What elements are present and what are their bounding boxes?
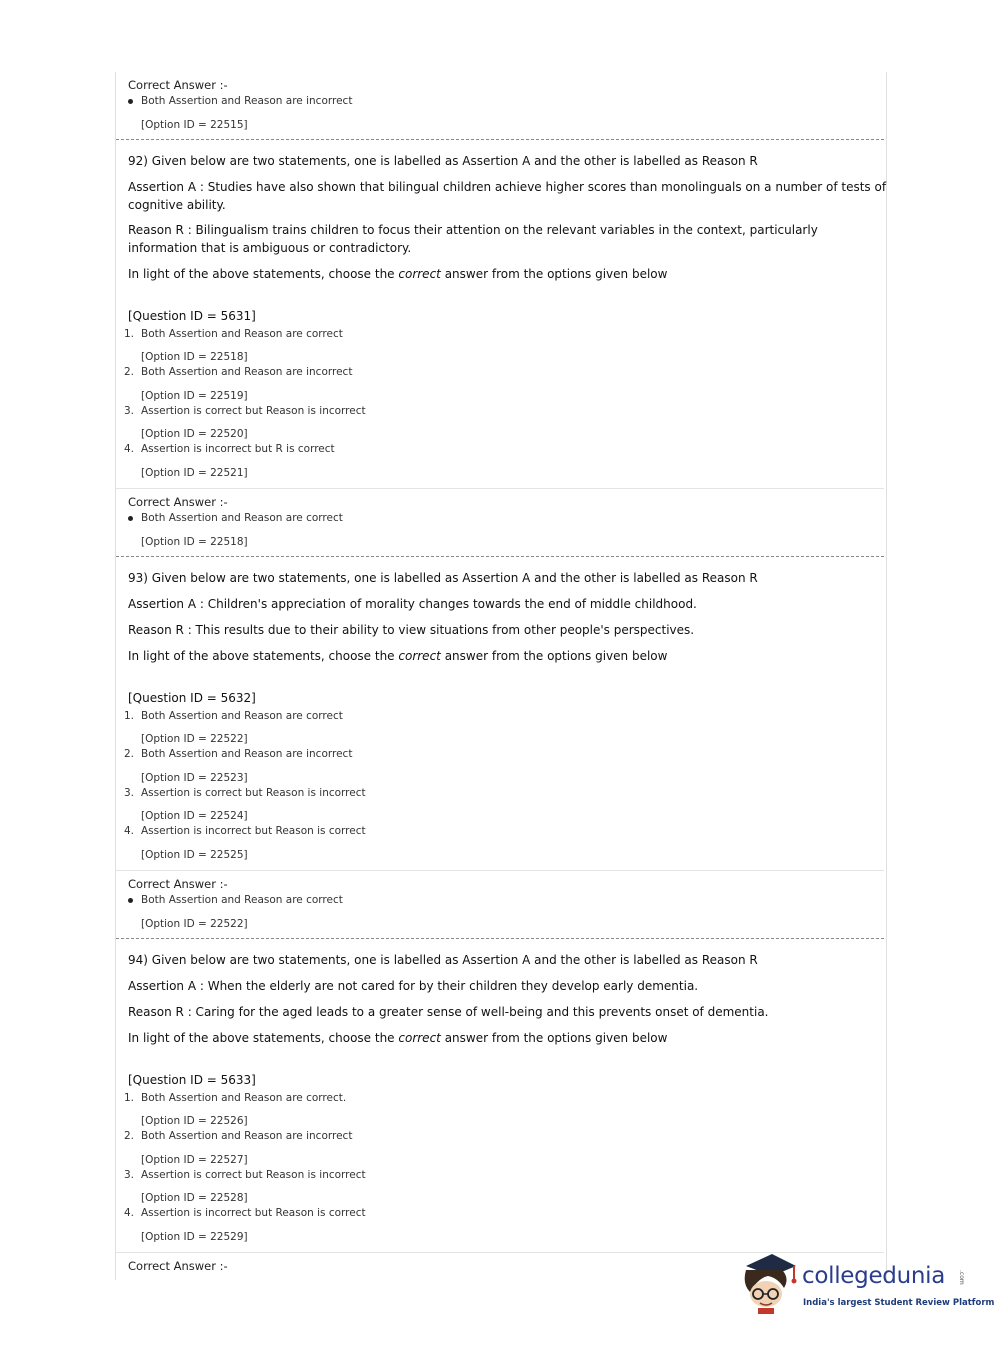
- option-text: Assertion is correct but Reason is incorrect: [141, 405, 366, 417]
- option-id: [Option ID = 22523]: [141, 772, 248, 784]
- question-header: 92) Given below are two statements, one is labelled as Assertion A and the other is labelled as Reason R: [128, 154, 758, 168]
- option-number: 1.: [124, 710, 135, 722]
- question-divider: [116, 556, 884, 557]
- option-text: Assertion is incorrect but Reason is correct: [141, 1207, 366, 1219]
- reason-text: Reason R : This results due to their ability to view situations from other people's perspectives.: [128, 623, 695, 637]
- question-id: [Question ID = 5631]: [128, 309, 256, 323]
- option-number: 3.: [124, 1169, 135, 1181]
- option-text: Assertion is incorrect but Reason is correct: [141, 825, 366, 837]
- brand-tagline: India's largest Student Review Platform: [803, 1298, 995, 1308]
- option-text: Both Assertion and Reason are incorrect: [141, 1130, 353, 1142]
- option-id: [Option ID = 22528]: [141, 1192, 248, 1204]
- option-text: Assertion is incorrect but R is correct: [141, 443, 335, 455]
- option-text: Both Assertion and Reason are incorrect: [141, 748, 353, 760]
- option-number: 1.: [124, 328, 135, 340]
- correct-answer-label: Correct Answer :-: [128, 1259, 228, 1273]
- option-id: [Option ID = 22519]: [141, 390, 248, 402]
- option-id: [Option ID = 22525]: [141, 849, 248, 861]
- option-number: 2.: [124, 1130, 135, 1142]
- question-divider: [116, 938, 884, 939]
- option-number: 2.: [124, 366, 135, 378]
- correct-answer-label: Correct Answer :-: [128, 877, 228, 891]
- question-id: [Question ID = 5632]: [128, 691, 256, 705]
- option-id: [Option ID = 22520]: [141, 428, 248, 440]
- answer-divider: [116, 488, 884, 489]
- assertion-text-cont: cognitive ability.: [128, 198, 226, 212]
- correct-answer-text: Both Assertion and Reason are correct: [141, 894, 343, 906]
- option-number: 2.: [124, 748, 135, 760]
- option-text: Assertion is correct but Reason is incorrect: [141, 1169, 366, 1181]
- question-header: 93) Given below are two statements, one is labelled as Assertion A and the other is labelled as Reason R: [128, 571, 758, 585]
- reason-text: Reason R : Caring for the aged leads to a greater sense of well-being and this prevents onset of dementia.: [128, 1005, 769, 1019]
- option-id: [Option ID = 22522]: [141, 733, 248, 745]
- option-text: Assertion is correct but Reason is incorrect: [141, 787, 366, 799]
- option-id: [Option ID = 22522]: [141, 918, 248, 930]
- option-id: [Option ID = 22529]: [141, 1231, 248, 1243]
- assertion-text: Assertion A : When the elderly are not cared for by their children they develop early dementia.: [128, 979, 699, 993]
- question-divider: [116, 139, 884, 140]
- bullet: [128, 516, 133, 521]
- option-number: 4.: [124, 443, 135, 455]
- question-id: [Question ID = 5633]: [128, 1073, 256, 1087]
- option-text: Both Assertion and Reason are correct: [141, 710, 343, 722]
- option-id: [Option ID = 22527]: [141, 1154, 248, 1166]
- option-text: Both Assertion and Reason are correct: [141, 328, 343, 340]
- mascot-icon: [738, 1248, 798, 1314]
- instruction-text: In light of the above statements, choose the correct answer from the options given below: [128, 1031, 668, 1045]
- instruction-text: In light of the above statements, choose the correct answer from the options given below: [128, 267, 668, 281]
- assertion-text: Assertion A : Studies have also shown that bilingual children achieve higher scores than monolinguals on a number of tests of: [128, 180, 887, 194]
- option-number: 3.: [124, 405, 135, 417]
- brand-name: collegedunia: [802, 1263, 946, 1289]
- option-id: [Option ID = 22518]: [141, 351, 248, 363]
- reason-text: Reason R : Bilingualism trains children to focus their attention on the relevant variables in the context, particularly: [128, 223, 818, 237]
- option-id: [Option ID = 22521]: [141, 467, 248, 479]
- option-id: [Option ID = 22515]: [141, 119, 248, 131]
- option-id: [Option ID = 22526]: [141, 1115, 248, 1127]
- instruction-text: In light of the above statements, choose the correct answer from the options given below: [128, 649, 668, 663]
- bullet: [128, 99, 133, 104]
- answer-divider: [116, 870, 884, 871]
- correct-answer-label: Correct Answer :-: [128, 495, 228, 509]
- option-text: Both Assertion and Reason are incorrect: [141, 366, 353, 378]
- option-id: [Option ID = 22524]: [141, 810, 248, 822]
- correct-answer-text: Both Assertion and Reason are correct: [141, 512, 343, 524]
- correct-answer-text: Both Assertion and Reason are incorrect: [141, 95, 353, 107]
- option-number: 1.: [124, 1092, 135, 1104]
- brand-com: .com: [958, 1270, 965, 1285]
- question-header: 94) Given below are two statements, one is labelled as Assertion A and the other is labelled as Reason R: [128, 953, 758, 967]
- option-number: 3.: [124, 787, 135, 799]
- correct-answer-label: Correct Answer :-: [128, 78, 228, 92]
- bullet: [128, 898, 133, 903]
- option-number: 4.: [124, 1207, 135, 1219]
- option-text: Both Assertion and Reason are correct.: [141, 1092, 347, 1104]
- reason-text-cont: information that is ambiguous or contradictory.: [128, 241, 412, 255]
- option-id: [Option ID = 22518]: [141, 536, 248, 548]
- assertion-text: Assertion A : Children's appreciation of morality changes towards the end of middle childhood.: [128, 597, 697, 611]
- option-number: 4.: [124, 825, 135, 837]
